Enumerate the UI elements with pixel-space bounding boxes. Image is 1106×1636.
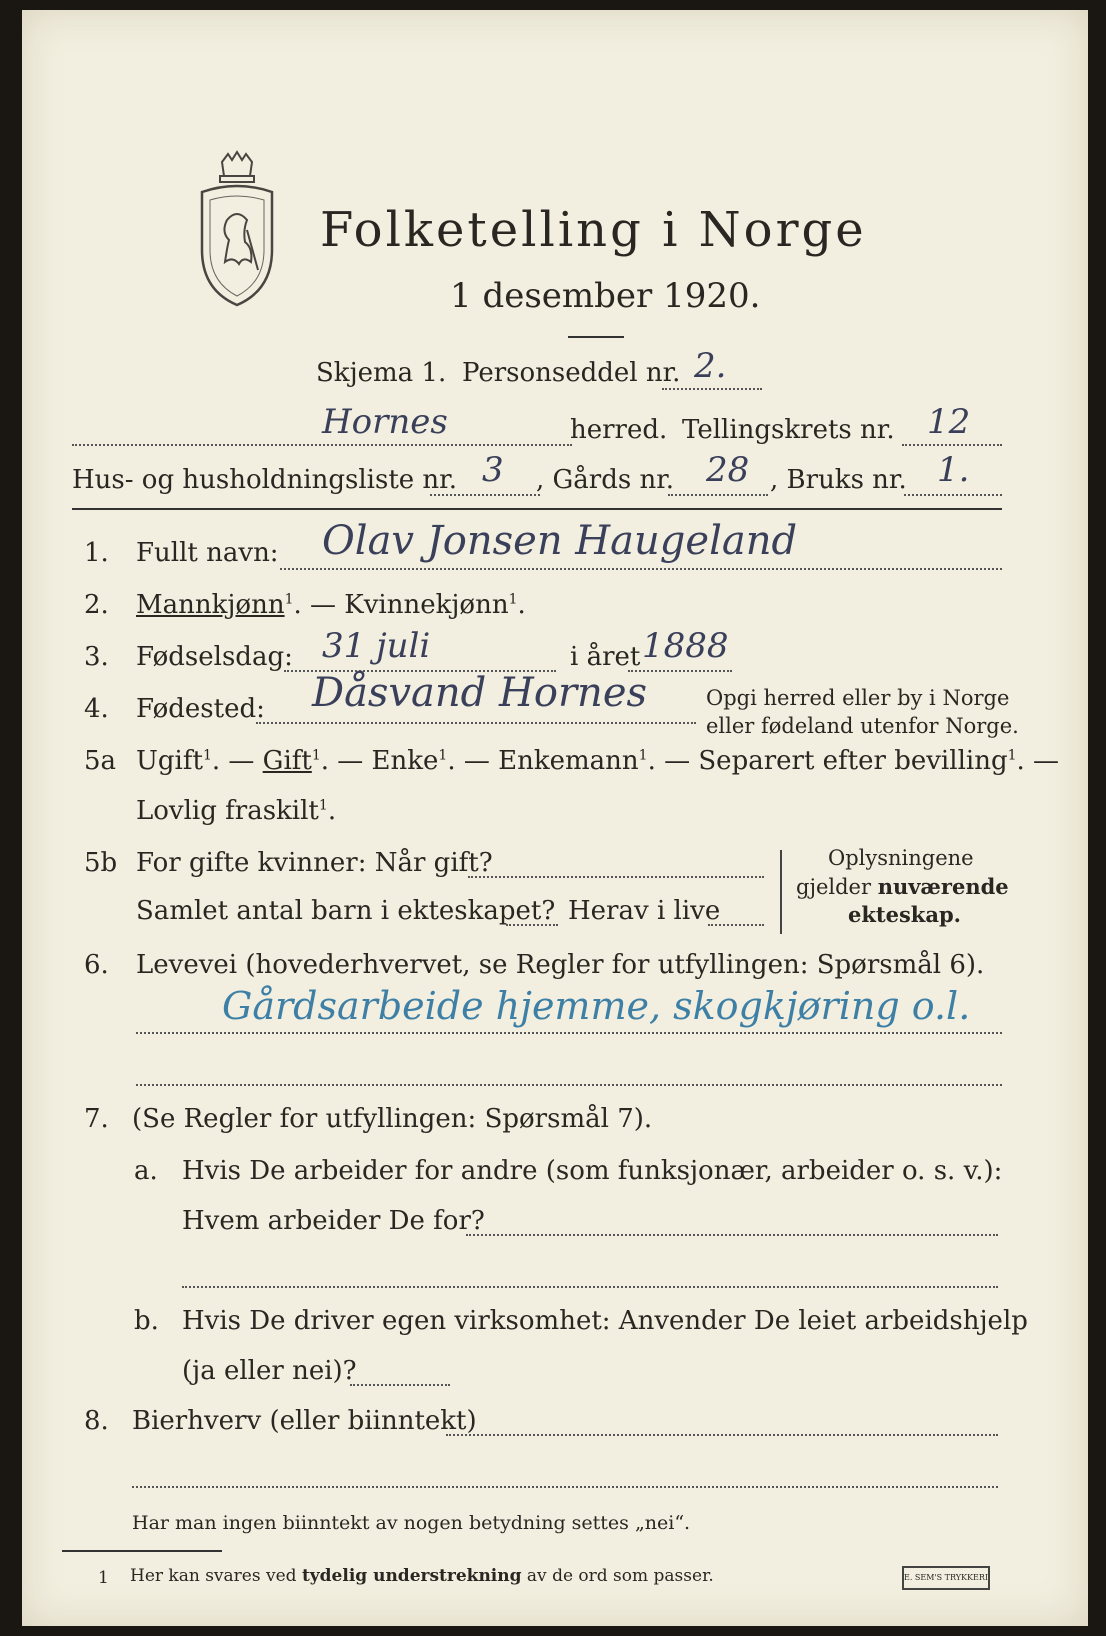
- q4-number: 4.: [84, 694, 109, 724]
- birthday-value[interactable]: 31 juli: [322, 626, 431, 666]
- q5b-note-2: gjelder nuværende: [796, 874, 1009, 899]
- q8-number: 8.: [84, 1406, 109, 1436]
- q8-label: Bierhverv (eller biinntekt): [132, 1406, 477, 1436]
- q7a-line-2: [182, 1286, 998, 1288]
- form-title: Folketelling i Norge: [320, 202, 867, 258]
- q4-note-1: Opgi herred eller by i Norge: [706, 686, 1010, 710]
- footnote-rule: [62, 1550, 222, 1552]
- q7-label: (Se Regler for utfyllingen: Spørsmål 7).: [132, 1104, 653, 1134]
- q1-line: [280, 568, 1002, 570]
- q5b-line-1: [468, 876, 764, 878]
- q5a-options: Ugift$^1$. — Gift$^1$. — Enke$^1$. — Enkemann$^1$. — Separert efter bevilling$^1$. —: [136, 746, 1060, 776]
- q5b-note-3: ekteskap.: [848, 902, 961, 927]
- q7b-label: Hvis De driver egen virksomhet: Anvender De leiet arbeidshjelp: [182, 1306, 1028, 1336]
- occupation-value[interactable]: Gårdsarbeide hjemme, skogkjøring o.l.: [222, 984, 971, 1028]
- herred-value[interactable]: Hornes: [322, 402, 448, 442]
- q8-line-1: [446, 1434, 998, 1436]
- q2-gender: Mannkjønn$^1$. — Kvinnekjønn$^1$.: [136, 590, 526, 620]
- q1-label: Fullt navn:: [136, 538, 279, 568]
- q5a-number: 5a: [84, 746, 117, 776]
- personseddel-line: [662, 388, 762, 390]
- q5b-label-3: Herav i live: [568, 896, 721, 926]
- gift-option[interactable]: Gift: [262, 746, 312, 776]
- footnote-text: Her kan svares ved tydelig understrekning av de ord som passer.: [130, 1566, 714, 1586]
- tellingskrets-nr[interactable]: 12: [927, 402, 971, 442]
- birthplace-value[interactable]: Dåsvand Hornes: [312, 670, 648, 716]
- bruks-label: , Bruks nr.: [770, 465, 907, 495]
- tellingskrets-label: Tellingskrets nr.: [682, 415, 895, 445]
- q6-line-2: [136, 1084, 1002, 1086]
- q4-label: Fødested:: [136, 694, 265, 724]
- q7-number: 7.: [84, 1104, 109, 1134]
- q4-note-2: eller fødeland utenfor Norge.: [706, 714, 1019, 738]
- q6-label: Levevei (hovederhvervet, se Regler for utfyllingen: Spørsmål 6).: [136, 950, 985, 980]
- census-form: [22, 10, 1088, 1626]
- gards-label: , Gårds nr.: [536, 465, 675, 495]
- q8-note: Har man ingen biinntekt av nogen betydning settes „nei“.: [132, 1512, 691, 1534]
- printer-stamp: E. SEM'S TRYKKERI: [902, 1566, 990, 1590]
- birth-year-value[interactable]: 1888: [642, 626, 729, 666]
- personseddel-label: Personseddel nr.: [462, 358, 681, 388]
- separert-option[interactable]: Separert efter bevilling: [698, 746, 1008, 776]
- q8-line-2: [132, 1486, 998, 1488]
- enke-option[interactable]: Enke: [371, 746, 439, 776]
- q4-line: [256, 722, 696, 724]
- gards-line: [668, 494, 768, 496]
- q5a-fraskilt: Lovlig fraskilt$^1$.: [136, 796, 337, 826]
- q2-number: 2.: [84, 590, 109, 620]
- q5b-label-1: For gifte kvinner: Når gift?: [136, 848, 493, 878]
- q7a-label-2: Hvem arbeider De for?: [182, 1206, 485, 1236]
- q7b-letter: b.: [134, 1306, 159, 1336]
- q5b-line-3: [708, 924, 764, 926]
- footnote-mark: 1: [98, 1568, 109, 1588]
- q7b-line: [350, 1384, 450, 1386]
- tellingskrets-line: [902, 444, 1002, 446]
- gender-female-option[interactable]: Kvinnekjønn: [344, 590, 509, 620]
- q5b-line-2: [506, 924, 558, 926]
- full-name-value[interactable]: Olav Jonsen Haugeland: [322, 518, 798, 564]
- q7a-letter: a.: [134, 1156, 158, 1186]
- q6-number: 6.: [84, 950, 109, 980]
- q3-label: Fødselsdag:: [136, 642, 293, 672]
- skjema-label: Skjema 1.: [316, 358, 447, 388]
- bruks-line: [904, 494, 1002, 496]
- q7b-label-2: (ja eller nei)?: [182, 1356, 357, 1386]
- q7a-line-1: [466, 1234, 998, 1236]
- q7a-label: Hvis De arbeider for andre (som funksjonær, arbeider o. s. v.):: [182, 1156, 1003, 1186]
- bruks-nr[interactable]: 1.: [937, 450, 970, 490]
- coat-of-arms-icon: [192, 150, 282, 310]
- hus-line: [430, 494, 540, 496]
- title-divider: [568, 336, 624, 338]
- q5b-note-1: Oplysningene: [828, 846, 974, 870]
- herred-line: [72, 444, 572, 446]
- hus-label: Hus- og husholdningsliste nr.: [72, 465, 458, 495]
- enkemann-option[interactable]: Enkemann: [498, 746, 639, 776]
- q3-year-label: i året: [570, 642, 641, 672]
- q3-number: 3.: [84, 642, 109, 672]
- census-date: 1 desember 1920.: [450, 276, 761, 316]
- gards-nr[interactable]: 28: [706, 450, 750, 490]
- gender-male-option[interactable]: Mannkjønn: [136, 590, 285, 620]
- q5b-number: 5b: [84, 848, 118, 878]
- q5b-label-2: Samlet antal barn i ekteskapet?: [136, 896, 556, 926]
- q6-line-1: [136, 1032, 1002, 1034]
- ugift-option[interactable]: Ugift: [136, 746, 203, 776]
- header-rule: [72, 508, 1002, 510]
- q1-number: 1.: [84, 538, 109, 568]
- q5b-bracket: [780, 850, 782, 934]
- hus-nr[interactable]: 3: [482, 450, 504, 490]
- fraskilt-option[interactable]: Lovlig fraskilt: [136, 796, 319, 826]
- herred-label: herred.: [570, 415, 668, 445]
- personseddel-nr[interactable]: 2.: [694, 346, 727, 386]
